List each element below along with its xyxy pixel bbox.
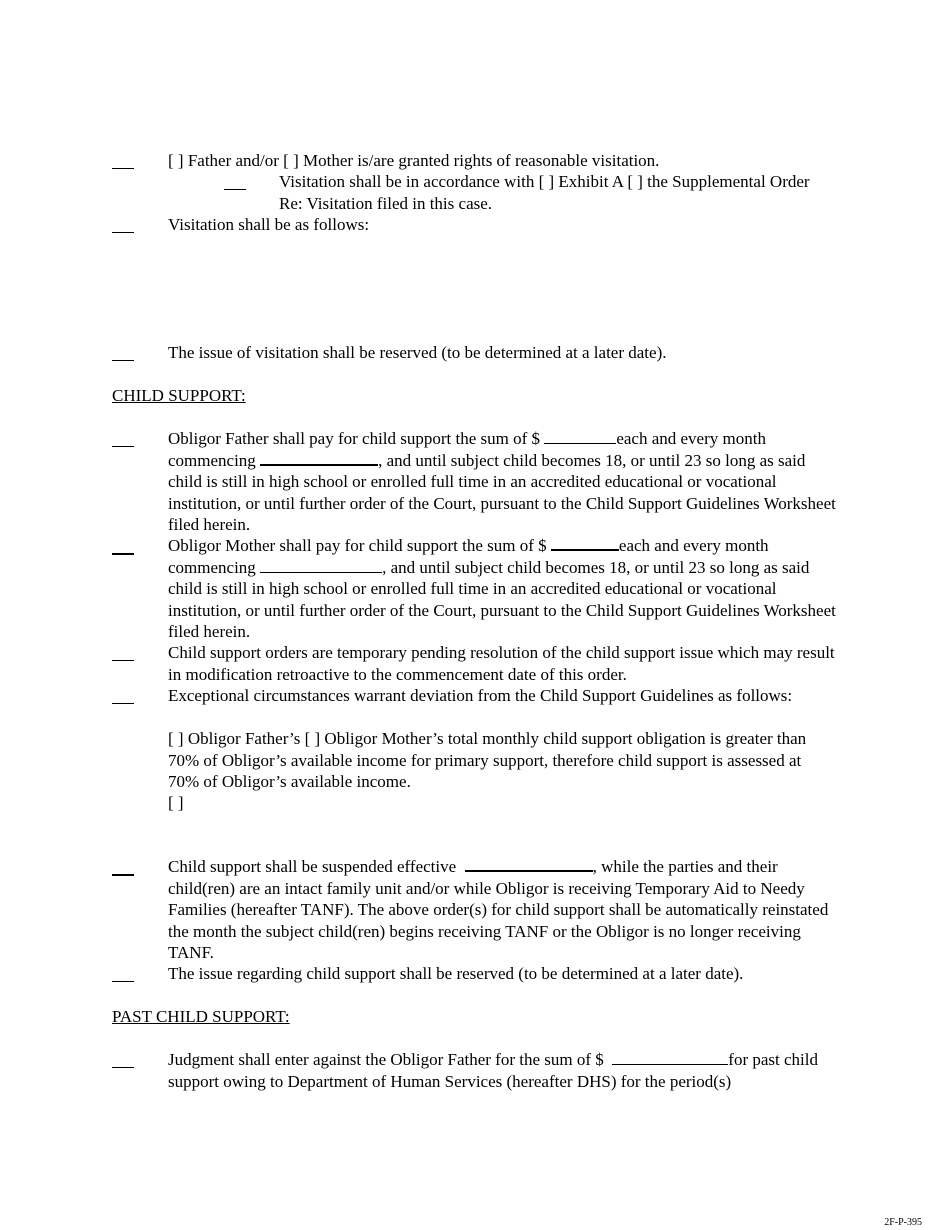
visitation-reserved-text: The issue of visitation shall be reserved (to be determined at a later date). <box>168 343 667 362</box>
past-child-support-heading-text: PAST CHILD SUPPORT <box>112 1007 285 1026</box>
visitation-accordance-text: Visitation shall be in accordance with [ ] Exhibit A [ ] the Supplemental Order Re: Visitation filed in this case. <box>279 172 810 213</box>
child-support-heading-text: CHILD SUPPORT <box>112 386 241 405</box>
heading-colon: : <box>240 386 246 405</box>
heading-colon: : <box>284 1007 290 1026</box>
seventy-percent-text: [ ] Obligor Father’s [ ] Obligor Mother’s total monthly child support obligation is greater than 70% of Obligor’s available income for primary support, therefore child support is assessed at 70% of Obligor’s available income. <box>168 729 807 791</box>
checkbox-blank[interactable] <box>112 428 134 447</box>
date-blank[interactable] <box>465 856 593 872</box>
father-support-text-b: each and every month commencing <box>168 429 766 470</box>
amount-blank[interactable] <box>551 535 619 551</box>
past-child-support-heading <box>112 1006 290 1028</box>
checkbox-blank[interactable] <box>112 685 134 704</box>
checkbox-blank[interactable] <box>112 963 134 982</box>
judgment-text <box>168 1049 836 1092</box>
visitation-as-follows-text: Visitation shall be as follows: <box>168 215 370 234</box>
suspended-text-b: , while the parties and their child(ren) are an intact family unit and/or while Obligor is receiving Temporary Aid to Needy Families (hereafter TANF). The above order(s) for child support shall be automatically reinstated the month the subject child(ren) begins receiving TANF or the Obligor is no longer receiving TANF. <box>168 857 829 962</box>
checkbox-blank[interactable] <box>112 642 134 661</box>
mother-support-text-b: each and every month commencing <box>168 536 769 577</box>
visitation-reasonable-text: [ ] Father and/or [ ] Mother is/are granted rights of reasonable visitation. <box>168 151 660 170</box>
child-support-reserved-text: The issue regarding child support shall be reserved (to be determined at a later date). <box>168 964 744 983</box>
date-blank[interactable] <box>260 558 382 573</box>
judgment-text-a: Judgment shall enter against the Obligor Father for the sum of $ <box>168 1050 604 1069</box>
other-deviation-box[interactable]: [ ] <box>168 793 184 812</box>
checkbox-blank[interactable] <box>112 1049 134 1068</box>
amount-blank[interactable] <box>544 429 616 444</box>
checkbox-blank[interactable] <box>112 856 134 876</box>
exceptional-circumstances-text: Exceptional circumstances warrant deviation from the Child Support Guidelines as follows: <box>168 686 793 705</box>
mother-support-text-a: Obligor Mother shall pay for child support the sum of $ <box>168 536 547 555</box>
father-support-text <box>168 428 836 536</box>
checkbox-blank[interactable] <box>112 150 134 169</box>
checkbox-blank[interactable] <box>112 342 134 361</box>
form-number: 2F-P-395 <box>884 1217 922 1228</box>
checkbox-blank[interactable] <box>112 214 134 233</box>
amount-blank[interactable] <box>612 1050 728 1065</box>
date-blank[interactable] <box>260 450 378 466</box>
child-support-heading <box>112 385 246 407</box>
temporary-orders-text: Child support orders are temporary pending resolution of the child support issue which may result in modification retroactive to the commencement date of this order. <box>168 643 835 684</box>
mother-support-text <box>168 535 836 643</box>
judgment-text-b: for past child support owing to Department of Human Services (hereafter DHS) for the period(s) <box>168 1050 818 1091</box>
suspended-text <box>168 856 836 964</box>
suspended-text-a: Child support shall be suspended effective <box>168 857 457 876</box>
father-support-text-c: , and until subject child becomes 18, or until 23 so long as said child is still in high school or enrolled full time in an accredited educational or vocational institution, or until further order of the Court, pursuant to the Child Support Guidelines Worksheet filed herein. <box>168 450 836 534</box>
checkbox-blank[interactable] <box>224 171 246 190</box>
mother-support-text-c: , and until subject child becomes 18, or until 23 so long as said child is still in high school or enrolled full time in an accredited educational or vocational institution, or until further order of the Court, pursuant to the Child Support Guidelines Worksheet filed herein. <box>168 557 836 641</box>
checkbox-blank[interactable] <box>112 535 134 555</box>
father-support-text-a: Obligor Father shall pay for child support the sum of $ <box>168 429 541 448</box>
